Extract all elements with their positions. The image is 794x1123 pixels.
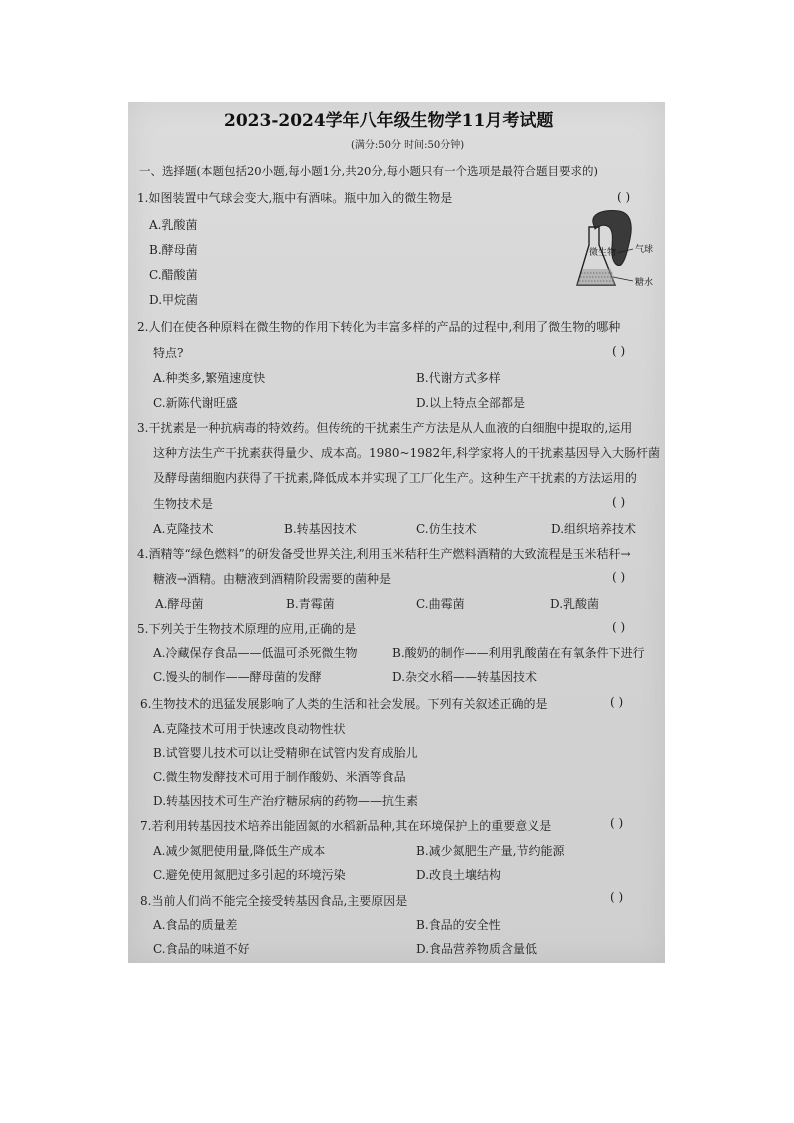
question-7-answer-blank: ( ): [610, 816, 624, 830]
question-2-stem-line-2: 特点?: [153, 346, 184, 360]
question-4-option-a: A.酵母菌: [155, 597, 204, 611]
question-2-option-b: B.代谢方式多样: [416, 371, 501, 385]
question-4-answer-blank: ( ): [612, 570, 626, 584]
question-8-option-a: A.食品的质量差: [153, 918, 238, 932]
question-1-answer-blank: ( ): [617, 190, 631, 204]
question-7-option-b: B.减少氮肥生产量,节约能源: [416, 844, 565, 858]
question-6-option-d: D.转基因技术可生产治疗糖尿病的药物——抗生素: [153, 794, 419, 808]
question-7-stem: 7.若利用转基因技术培养出能固氮的水稻新品种,其在环境保护上的重要意义是: [140, 819, 552, 833]
question-5-option-a: A.冷藏保存食品——低温可杀死微生物: [153, 646, 358, 660]
question-7-option-a: A.减少氮肥使用量,降低生产成本: [153, 844, 326, 858]
question-8-option-c: C.食品的味道不好: [153, 942, 250, 956]
question-5-answer-blank: ( ): [612, 620, 626, 634]
question-5-stem: 5.下列关于生物技术原理的应用,正确的是: [137, 622, 357, 636]
question-2-stem-line-1: 2.人们在使各种原料在微生物的作用下转化为丰富多样的产品的过程中,利用了微生物的哪种: [137, 320, 621, 334]
figure-label-balloon: 气球: [635, 245, 654, 255]
question-2-answer-blank: ( ): [612, 344, 626, 358]
question-2-option-a: A.种类多,繁殖速度快: [153, 371, 266, 385]
question-3-stem-line-1: 3.干扰素是一种抗病毒的特效药。但传统的干扰素生产方法是从人血液的白细胞中提取的,运用: [137, 421, 633, 435]
question-8-answer-blank: ( ): [610, 890, 624, 904]
question-3-stem-line-2: 这种方法生产干扰素获得量少、成本高。1980~1982年,科学家将人的干扰素基因导入大肠杆菌: [153, 446, 660, 460]
question-3-option-d: D.组织培养技术: [551, 522, 637, 536]
question-4-stem-line-2: 糖液→酒精。由糖液到酒精阶段需要的菌种是: [153, 572, 392, 586]
question-1-option-d: D.甲烷菌: [149, 293, 199, 307]
question-3-option-c: C.仿生技术: [416, 522, 477, 536]
question-8-stem: 8.当前人们尚不能完全接受转基因食品,主要原因是: [140, 894, 408, 908]
exam-subtitle: (满分:50分 时间:50分钟): [351, 140, 465, 151]
question-1-option-c: C.醋酸菌: [149, 268, 198, 282]
question-2-option-d: D.以上特点全部都是: [416, 396, 526, 410]
question-3-answer-blank: ( ): [612, 495, 626, 509]
question-4-option-d: D.乳酸菌: [550, 597, 600, 611]
question-2-option-c: C.新陈代谢旺盛: [153, 396, 238, 410]
question-4-stem-line-1: 4.酒精等“绿色燃料”的研发备受世界关注,利用玉米秸秆生产燃料酒精的大致流程是玉米秸秆→: [137, 547, 631, 561]
figure-label-sugar: 糖水: [635, 278, 654, 288]
flask-balloon-figure: [575, 207, 660, 297]
question-6-option-a: A.克隆技术可用于快速改良动物性状: [153, 722, 346, 736]
exam-title: 2023-2024学年八年级生物学11月考试题: [224, 111, 554, 131]
question-4-option-b: B.青霉菌: [286, 597, 335, 611]
question-3-option-a: A.克隆技术: [153, 522, 214, 536]
question-6-stem: 6.生物技术的迅猛发展影响了人类的生活和社会发展。下列有关叙述正确的是: [140, 697, 548, 711]
question-1-option-a: A.乳酸菌: [149, 218, 198, 232]
question-8-option-b: B.食品的安全性: [416, 918, 501, 932]
question-4-option-c: C.曲霉菌: [416, 597, 465, 611]
question-7-option-d: D.改良土壤结构: [416, 868, 502, 882]
question-8-option-d: D.食品营养物质含量低: [416, 942, 538, 956]
question-5-option-d: D.杂交水稻——转基因技术: [392, 670, 538, 684]
question-3-stem-line-3: 及酵母菌细胞内获得了干扰素,降低成本并实现了工厂化生产。这种生产干扰素的方法运用的: [153, 471, 637, 485]
question-6-option-c: C.微生物发酵技术可用于制作酸奶、米酒等食品: [153, 770, 406, 784]
section-heading: 一、选择题(本题包括20小题,每小题1分,共20分,每小题只有一个选项是最符合题目要求的): [139, 164, 599, 178]
question-3-option-b: B.转基因技术: [284, 522, 357, 536]
question-5-option-b: B.酸奶的制作——利用乳酸菌在有氧条件下进行: [392, 646, 645, 660]
question-6-answer-blank: ( ): [610, 695, 624, 709]
question-1-stem: 1.如图装置中气球会变大,瓶中有酒味。瓶中加入的微生物是: [137, 191, 453, 205]
question-3-stem-line-4: 生物技术是: [153, 497, 214, 511]
figure-label-microbe: 微生物: [589, 248, 617, 258]
question-5-option-c: C.馒头的制作——酵母菌的发酵: [153, 670, 322, 684]
question-6-option-b: B.试管婴儿技术可以让受精卵在试管内发育成胎儿: [153, 746, 418, 760]
question-7-option-c: C.避免使用氮肥过多引起的环境污染: [153, 868, 346, 882]
question-1-option-b: B.酵母菌: [149, 243, 198, 257]
